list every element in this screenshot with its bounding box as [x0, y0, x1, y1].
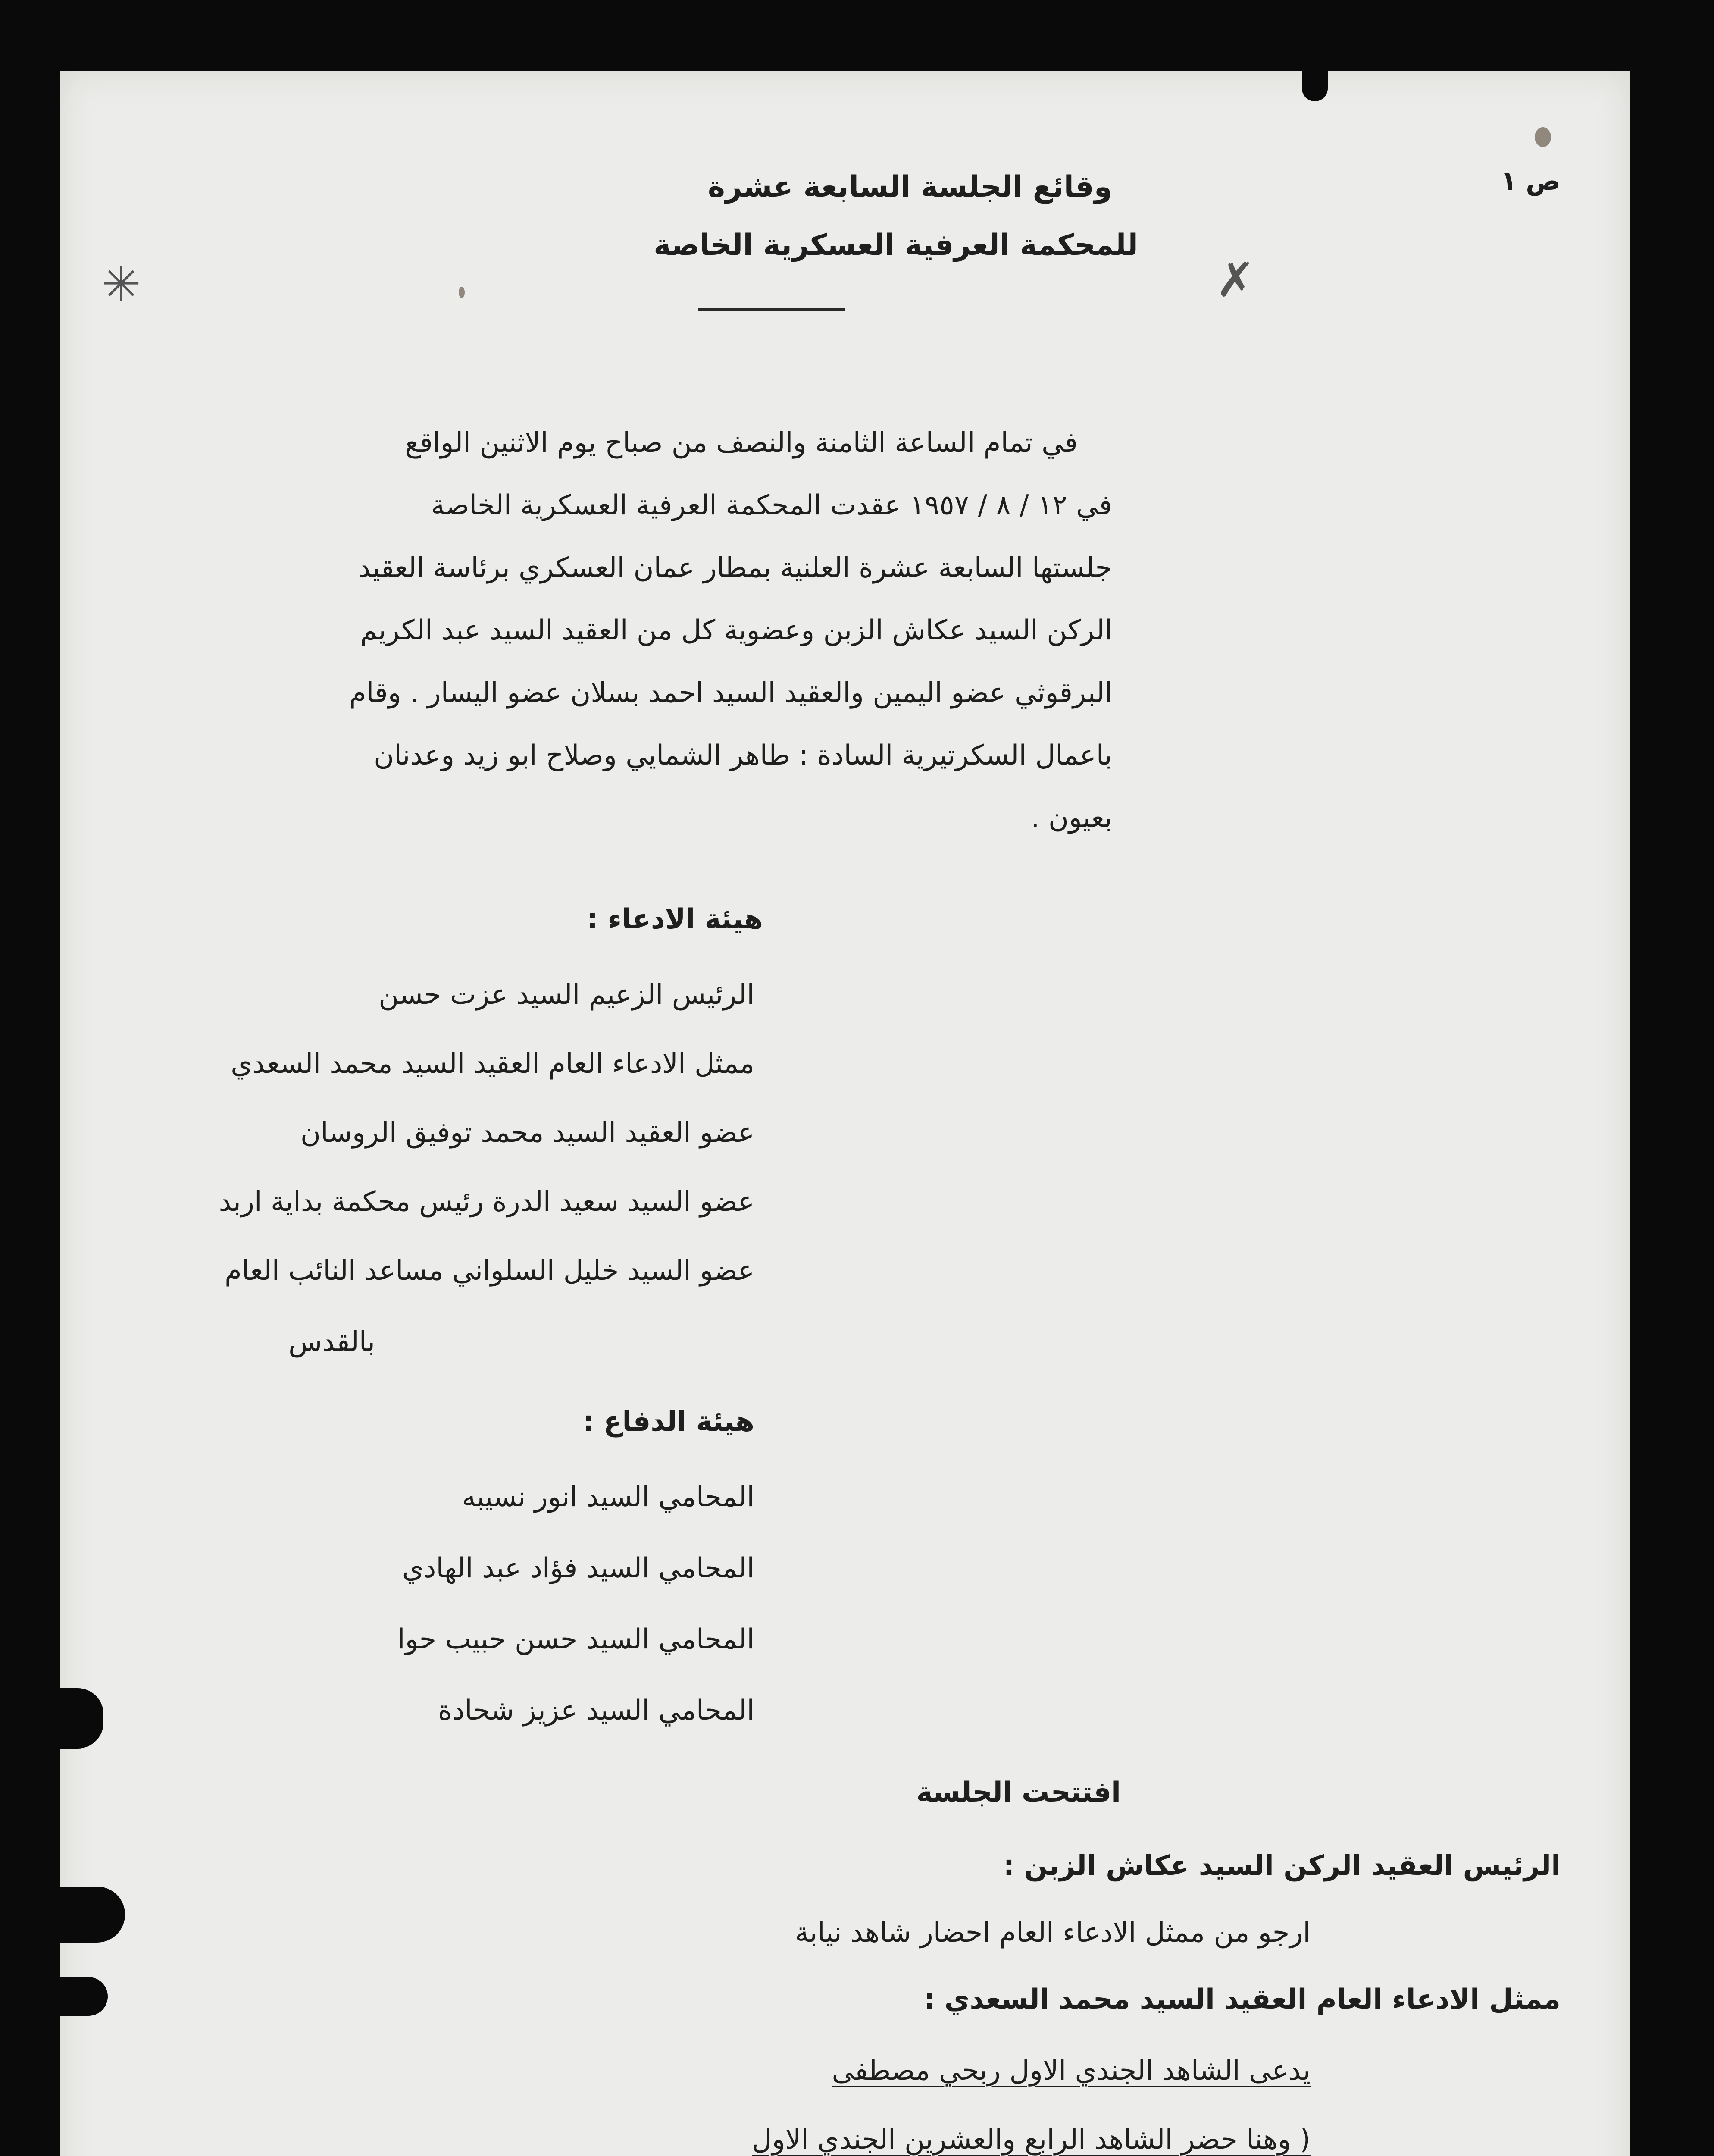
- defense-member: المحامي السيد عزيز شحادة: [438, 1695, 754, 1727]
- prosecution-member: الرئيس الزعيم السيد عزت حسن: [378, 979, 754, 1011]
- pencil-mark-icon: ✗: [1216, 252, 1256, 307]
- statement-line: يدعى الشاهد الجندي الاول ربحي مصطفى: [832, 2055, 1311, 2087]
- intro-line: في تمام الساعة الثامنة والنصف من صباح يوم الاثنين الواقع: [405, 427, 1078, 459]
- paper-tear: [1302, 71, 1328, 101]
- prosecution-member: عضو العقيد السيد محمد توفيق الروسان: [300, 1117, 754, 1149]
- statement-line: ارجو من ممثل الادعاء العام احضار شاهد نيابة: [794, 1917, 1311, 1949]
- defense-member: المحامي السيد حسن حبيب حوا: [397, 1623, 754, 1655]
- intro-line: الركن السيد عكاش الزبن وعضوية كل من العقيد السيد عبد الكريم: [360, 614, 1112, 646]
- pencil-mark-icon: ✳: [101, 257, 141, 312]
- statement-line: ( وهنا حضر الشاهد الرابع والعشرين الجندي الاول: [752, 2124, 1311, 2156]
- document-sheet: [60, 71, 1630, 2156]
- ink-stain: [1535, 127, 1551, 147]
- speaker-president: الرئيس العقيد الركن السيد عكاش الزبن :: [1003, 1850, 1561, 1882]
- intro-line: بعيون .: [1031, 802, 1112, 834]
- defense-member: المحامي السيد فؤاد عبد الهادي: [402, 1552, 754, 1584]
- title-divider: [698, 308, 845, 311]
- intro-line: البرقوثي عضو اليمين والعقيد السيد احمد بسلان عضو اليسار . وقام: [349, 677, 1112, 709]
- ink-stain: [459, 287, 465, 298]
- prosecution-member: بالقدس: [288, 1326, 375, 1358]
- session-opened-heading: افتتحت الجلسة: [916, 1777, 1121, 1808]
- document-title: وقائع الجلسة السابعة عشرة: [707, 170, 1112, 204]
- paper-tear: [56, 1688, 103, 1749]
- defense-member: المحامي السيد انور نسيبه: [462, 1481, 754, 1513]
- intro-line: جلستها السابعة عشرة العلنية بمطار عمان العسكري برئاسة العقيد: [358, 552, 1112, 584]
- prosecution-heading: هيئة الادعاء :: [587, 903, 763, 935]
- paper-tear: [56, 1977, 108, 2016]
- intro-line: في ١٢ / ٨ / ١٩٥٧ عقدت المحكمة العرفية العسكرية الخاصة: [431, 489, 1112, 521]
- speaker-prosecutor: ممثل الادعاء العام العقيد السيد محمد السعدي :: [923, 1984, 1561, 2015]
- prosecution-member: عضو السيد سعيد الدرة رئيس محكمة بداية اربد: [219, 1186, 754, 1218]
- intro-line: باعمال السكرتيرية السادة : طاهر الشمايي وصلاح ابو زيد وعدنان: [374, 740, 1112, 771]
- page-number: ص ١: [1501, 166, 1561, 196]
- prosecution-member: ممثل الادعاء العام العقيد السيد محمد السعدي: [231, 1048, 754, 1080]
- paper-tear: [56, 1887, 125, 1943]
- defense-heading: هيئة الدفاع :: [582, 1406, 754, 1438]
- document-subtitle: للمحكمة العرفية العسكرية الخاصة: [654, 228, 1138, 262]
- prosecution-member: عضو السيد خليل السلواني مساعد النائب العام: [225, 1255, 754, 1287]
